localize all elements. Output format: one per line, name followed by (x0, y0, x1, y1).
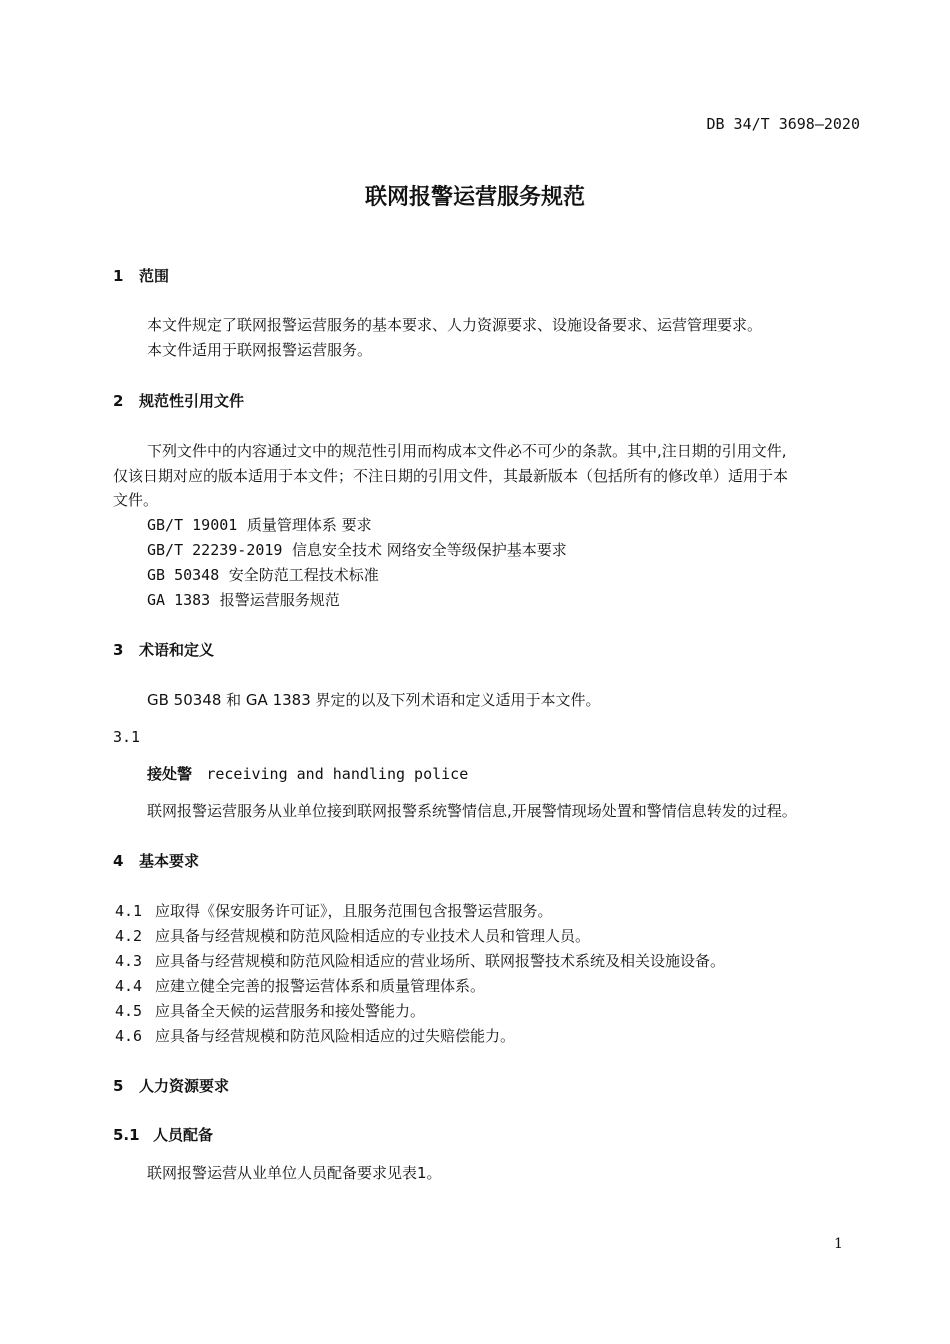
subsection-number: 5.1 (113, 1126, 140, 1144)
section-title: 术语和定义 (139, 641, 215, 659)
reference-item (147, 540, 567, 560)
section-title: 基本要求 (139, 852, 200, 870)
standard-code: DB 34/T 3698—2020 (706, 115, 860, 133)
item-number: 4.1 (115, 902, 143, 920)
section-title: 规范性引用文件 (139, 392, 245, 410)
paragraph: 文件。 (113, 491, 159, 509)
document-title: 联网报警运营服务规范 (364, 185, 585, 210)
term-entry (147, 764, 468, 784)
item-text: 应取得《保安服务许可证》，且服务范围包含报警运营服务。 (155, 902, 553, 920)
requirement-item (115, 926, 590, 946)
ref-code: GB 50348 (147, 566, 220, 584)
ref-code: GB/T 22239-2019 (147, 541, 283, 559)
item-text: 应具备与经营规模和防范风险相适应的专业技术人员和管理人员。 (155, 927, 591, 945)
paragraph: GB 50348 和 GA 1383 界定的以及下列术语和定义适用于本文件。 (147, 691, 601, 709)
section-title: 范围 (139, 267, 170, 285)
section-5-heading (113, 1076, 229, 1096)
term-chinese: 接处警 (147, 765, 193, 783)
ref-code: GA 1383 (147, 591, 211, 609)
section-number: 5 (113, 1077, 124, 1095)
ref-title: 信息安全技术 网络安全等级保护基本要求 (292, 541, 567, 559)
item-text: 应建立健全完善的报警运营体系和质量管理体系。 (155, 977, 486, 995)
reference-item (147, 590, 340, 610)
ref-title: 安全防范工程技术标准 (228, 566, 379, 584)
requirement-item (115, 1001, 425, 1021)
ref-code: GB/T 19001 (147, 516, 238, 534)
term-english: receiving and handling police (206, 765, 469, 783)
paragraph: 仅该日期对应的版本适用于本文件；不注日期的引用文件，其最新版本（包括所有的修改单）适用于本 (113, 467, 789, 485)
item-number: 4.4 (115, 977, 143, 995)
section-1-heading (113, 266, 169, 286)
section-number: 1 (113, 267, 124, 285)
section-3-heading (113, 640, 214, 660)
section-number: 4 (113, 852, 124, 870)
reference-item (147, 515, 372, 535)
section-number: 3 (113, 641, 124, 659)
ref-title: 质量管理体系 要求 (246, 516, 372, 534)
subsection-title: 人员配备 (153, 1126, 214, 1144)
ref-title: 报警运营服务规范 (219, 591, 340, 609)
subsection-5-1-heading (113, 1125, 213, 1145)
page-number: 1 (834, 1236, 843, 1252)
section-2-heading (113, 391, 244, 411)
item-text: 应具备全天候的运营服务和接处警能力。 (155, 1002, 426, 1020)
paragraph: 联网报警运营从业单位人员配备要求见表1。 (147, 1164, 442, 1182)
item-number: 4.3 (115, 952, 143, 970)
subsection-number: 3.1 (113, 728, 141, 746)
paragraph: 下列文件中的内容通过文中的规范性引用而构成本文件必不可少的条款。其中,注日期的引用文件, (147, 442, 787, 460)
requirement-item (115, 976, 485, 996)
reference-item (147, 565, 379, 585)
item-number: 4.2 (115, 927, 143, 945)
requirement-item (115, 1026, 515, 1046)
item-text: 应具备与经营规模和防范风险相适应的营业场所、联网报警技术系统及相关设施设备。 (155, 952, 726, 970)
item-number: 4.5 (115, 1002, 143, 1020)
term-definition: 联网报警运营服务从业单位接到联网报警系统警情信息,开展警情现场处置和警情信息转发的过程。 (147, 802, 797, 820)
section-number: 2 (113, 392, 124, 410)
paragraph: 本文件规定了联网报警运营服务的基本要求、人力资源要求、设施设备要求、运营管理要求。 (147, 316, 763, 334)
paragraph: 本文件适用于联网报警运营服务。 (147, 341, 373, 359)
requirement-item (115, 951, 725, 971)
section-4-heading (113, 851, 199, 871)
section-title: 人力资源要求 (139, 1077, 230, 1095)
item-text: 应具备与经营规模和防范风险相适应的过失赔偿能力。 (155, 1027, 516, 1045)
item-number: 4.6 (115, 1027, 143, 1045)
requirement-item (115, 901, 553, 921)
